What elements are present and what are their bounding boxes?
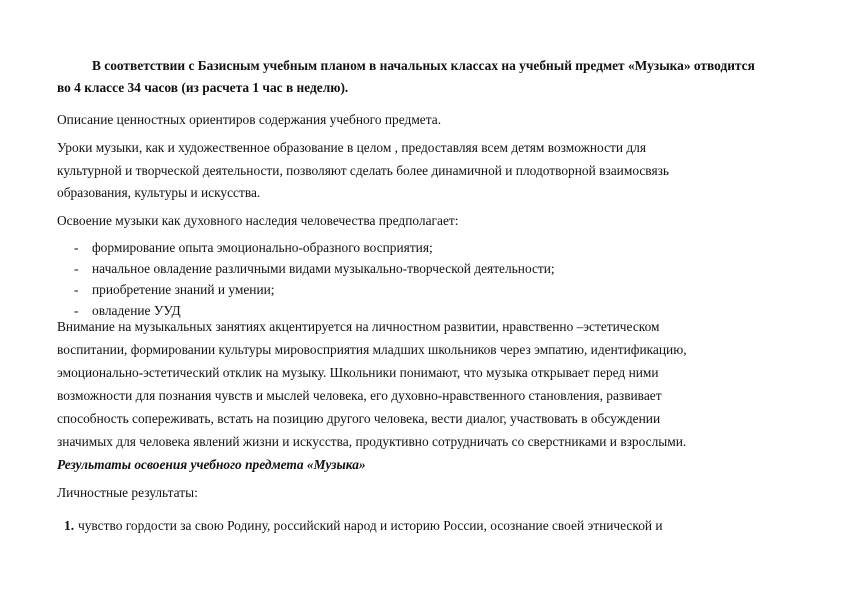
results-heading: Результаты освоения учебного предмета «Музыка» bbox=[57, 457, 366, 472]
attention-line: воспитании, формировании культуры мировосприятия младших школьников через эмпатию, идентификацию, bbox=[57, 342, 687, 357]
intro-line-2: во 4 классе 34 часов (из расчета 1 час в неделю). bbox=[57, 80, 349, 95]
attention-line: значимых для человека явлений жизни и искусства, продуктивно сотрудничать со сверстниками и взрослыми. bbox=[57, 434, 687, 449]
lessons-line: Уроки музыки, как и художественное образование в целом , предоставляя всем детям возможности для bbox=[57, 140, 647, 155]
bullet-item: овладение УУД bbox=[92, 303, 181, 318]
attention-line: возможности для познания чувств и мыслей человека, его духовно-нравственного становления, развивает bbox=[57, 388, 662, 403]
lessons-line: образования, культуры и искусства. bbox=[57, 185, 261, 200]
intro-line-1: В соответствии с Базисным учебным планом в начальных классах на учебный предмет «Музыка» отводится bbox=[92, 58, 755, 73]
bullet-item: формирование опыта эмоционально-образного восприятия; bbox=[92, 240, 433, 255]
bullet-marker: - bbox=[74, 282, 79, 297]
values-heading: Описание ценностных ориентиров содержания учебного предмета. bbox=[57, 112, 442, 127]
lessons-line: культурной и творческой деятельности, позволяют сделать более динамичной и плодотворной взаимосвязь bbox=[57, 163, 669, 178]
numbered-marker: 1. bbox=[64, 518, 75, 533]
bullet-marker: - bbox=[74, 240, 79, 255]
attention-line: способность сопереживать, встать на позицию другого человека, вести диалог, участвовать в обсуждении bbox=[57, 411, 661, 426]
numbered-item: чувство гордости за свою Родину, российский народ и историю России, осознание своей этнической и bbox=[78, 518, 663, 533]
bullet-item: начальное овладение различными видами музыкально-творческой деятельности; bbox=[92, 261, 555, 276]
bullet-marker: - bbox=[74, 261, 79, 276]
mastery-intro: Освоение музыки как духовного наследия человечества предполагает: bbox=[57, 213, 459, 228]
attention-line: Внимание на музыкальных занятиях акцентируется на личностном развитии, нравственно –эстетическом bbox=[57, 319, 660, 334]
bullet-marker: - bbox=[74, 303, 79, 318]
bullet-item: приобретение знаний и умении; bbox=[92, 282, 275, 297]
personal-results-label: Личностные результаты: bbox=[57, 485, 198, 500]
attention-line: эмоционально-эстетический отклик на музыку. Школьники понимают, что музыка открывает перед ними bbox=[57, 365, 659, 380]
